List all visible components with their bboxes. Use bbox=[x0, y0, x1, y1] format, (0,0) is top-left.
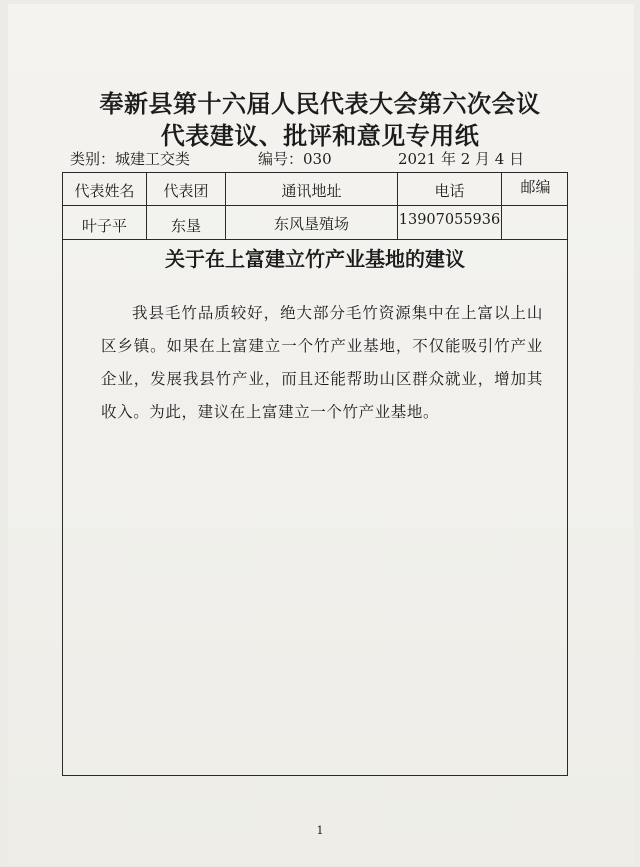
page-number: 1 bbox=[316, 824, 324, 837]
document-title-line2: 代表建议、批评和意见专用纸 bbox=[160, 122, 480, 150]
representative-name: 叶子平 bbox=[81, 217, 127, 235]
proposal-body: 我县毛竹品质较好，绝大部分毛竹资源集中在上富以上山区乡镇。如果在上富建立一个竹产业基地，不仅能吸引竹产业企业，发展我县竹产业，而且还能帮助山区群众就业，增加其收入。为此，建议在上富建立一个竹产业基地。 bbox=[101, 304, 543, 421]
category-label: 类别：城建工交类 bbox=[70, 150, 191, 168]
document-date: 2021 年 2 月 4 日 bbox=[398, 150, 525, 168]
header-delegation: 代表团 bbox=[163, 182, 209, 200]
serial-number: 编号：030 bbox=[258, 150, 332, 168]
header-representative-name: 代表姓名 bbox=[74, 182, 135, 200]
phone-number: 13907055936 bbox=[398, 212, 501, 228]
info-row-divider bbox=[63, 239, 567, 240]
proposal-title: 关于在上富建立竹产业基地的建议 bbox=[165, 247, 465, 271]
contact-address: 东风垦殖场 bbox=[273, 215, 349, 233]
proposal-form bbox=[62, 172, 568, 776]
document-title-line1: 奉新县第十六届人民代表大会第六次会议 bbox=[99, 90, 541, 118]
delegation-name: 东垦 bbox=[170, 217, 201, 235]
header-phone: 电话 bbox=[434, 182, 465, 200]
header-address: 通讯地址 bbox=[281, 182, 342, 200]
header-row-divider bbox=[63, 205, 567, 206]
header-postcode: 邮编 bbox=[520, 178, 551, 196]
